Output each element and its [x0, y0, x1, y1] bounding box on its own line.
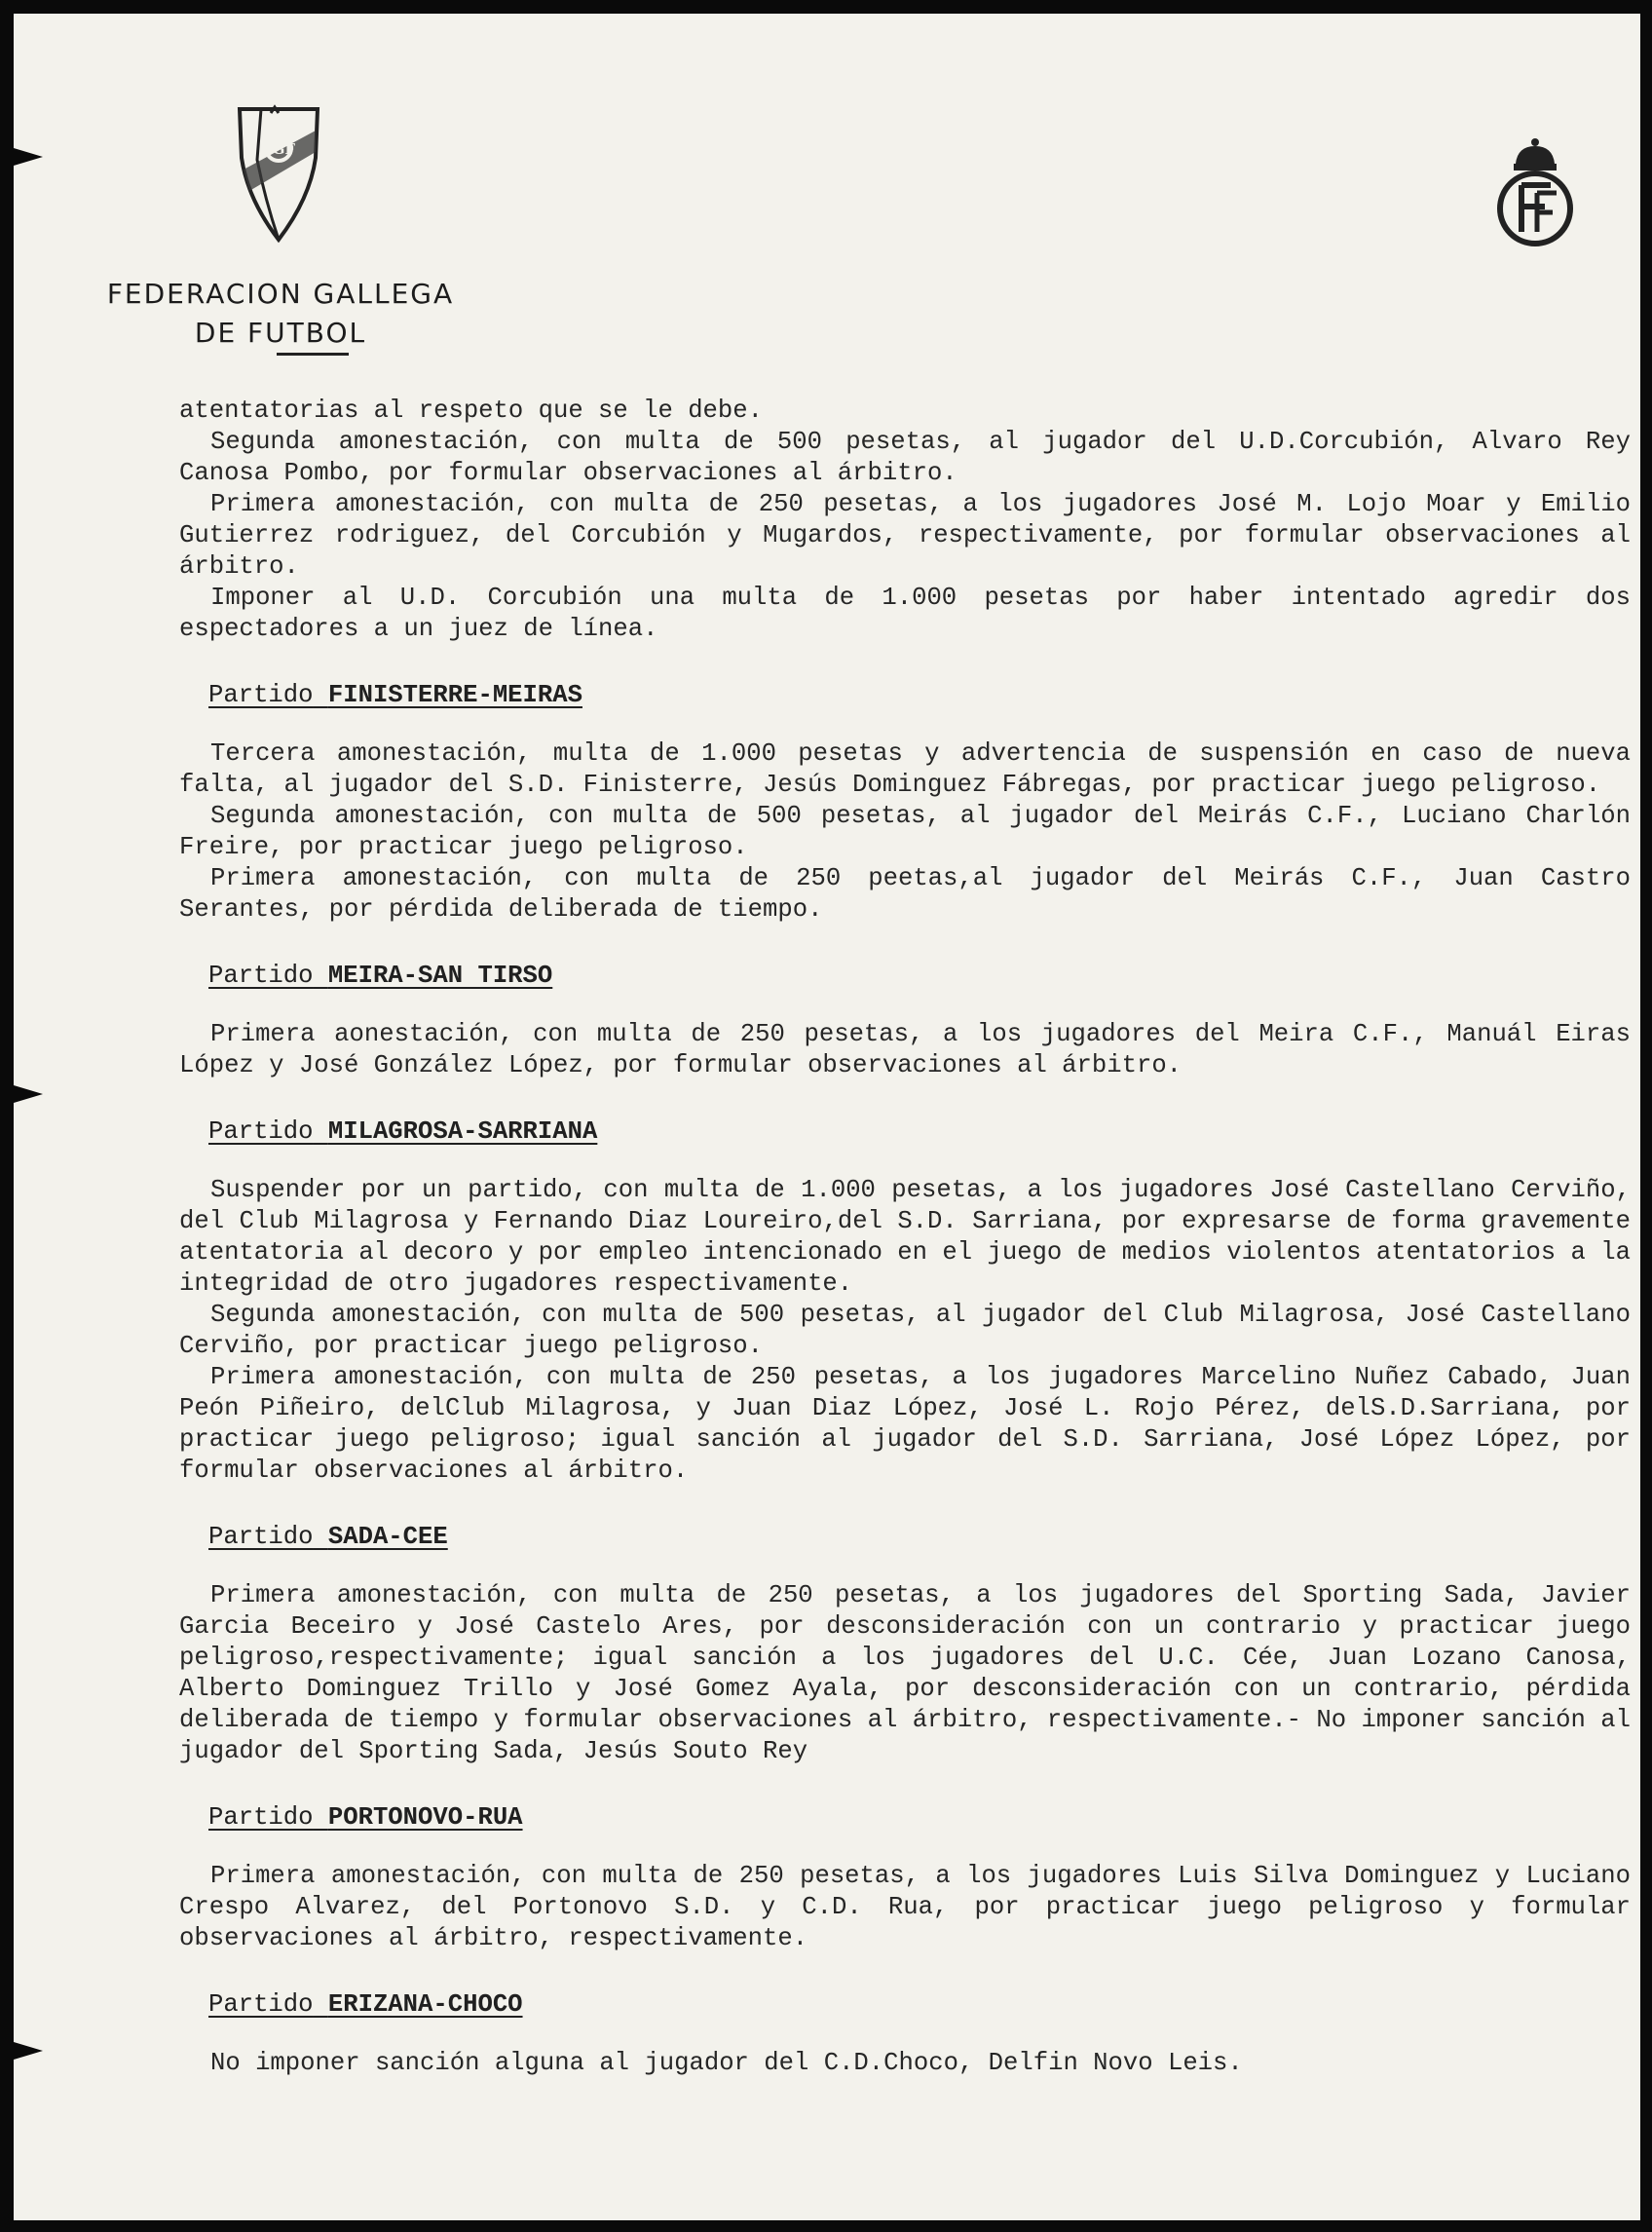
sanction-paragraph: Segunda amonestación, con multa de 500 pesetas, al jugador del Meirás C.F., Luciano Charlón Freire, por practicar juego peligroso.	[179, 802, 1631, 861]
punch-mark	[14, 148, 43, 166]
sanction-paragraph: Primera aonestación, con multa de 250 pesetas, a los jugadores del Meira C.F., Manuál Eiras López y José González López, por formular observaciones al árbitro.	[179, 1020, 1631, 1079]
match-heading-prefix: Partido	[208, 962, 314, 990]
document-page	[14, 14, 1640, 2220]
match-heading	[208, 680, 1631, 711]
resolution-text	[179, 396, 1631, 2079]
sanction-paragraph: Suspender por un partido, con multa de 1.000 pesetas, a los jugadores José Castellano Cerviño, del Club Milagrosa y Fernando Diaz Loureiro,del S.D. Sarriana, por expresarse de forma gravemente atentatoria al decoro y por empleo intencionado en el juego de medios violentos atentatorios a la integridad de otro jugadores respectivamente.	[179, 1176, 1631, 1298]
header-divider	[277, 353, 349, 356]
shield-crest-icon	[232, 101, 325, 247]
federation-line-2: DE FUTBOL	[194, 317, 367, 349]
sanction-paragraph: Primera amonestación, con multa de 250 peetas,al jugador del Meirás C.F., Juan Castro Serantes, por pérdida deliberada de tiempo.	[179, 864, 1631, 924]
match-name: MILAGROSA-SARRIANA	[327, 1117, 598, 1146]
match-heading-prefix: Partido	[208, 1990, 314, 2019]
match-heading-prefix: Partido	[208, 681, 314, 709]
match-name: FINISTERRE-MEIRAS	[327, 681, 582, 709]
intro-paragraph: Primera amonestación, con multa de 250 pesetas, a los jugadores José M. Lojo Moar y Emilio Gutierrez rodriguez, del Corcubión y Mugardos, respectivamente, por formular observaciones al árbitro.	[179, 490, 1631, 581]
sanction-paragraph: Primera amonestación, con multa de 250 pesetas, a los jugadores Marcelino Nuñez Cabado, Juan Peón Piñeiro, delClub Milagrosa, y Juan Diaz López, José L. Rojo Pérez, delS.D.Sarriana, por practicar juego peligroso; igual sanción al jugador del S.D. Sarriana, José López López, por formular observaciones al árbitro.	[179, 1363, 1631, 1485]
logo-letters: FGF	[261, 140, 296, 158]
intro-paragraph: atentatorias al respeto que se le debe.	[179, 397, 763, 425]
match-heading	[208, 961, 1631, 992]
match-heading-prefix: Partido	[208, 1117, 314, 1146]
match-heading-prefix: Partido	[208, 1523, 314, 1551]
intro-paragraph: Imponer al U.D. Corcubión una multa de 1.000 pesetas por haber intentado agredir dos espectadores a un juez de línea.	[179, 584, 1631, 643]
punch-mark	[14, 2042, 43, 2060]
intro-paragraph: Segunda amonestación, con multa de 500 pesetas, al jugador del U.D.Corcubión, Alvaro Rey Canosa Pombo, por formular observaciones al árbitro.	[179, 428, 1631, 487]
crowned-monogram-icon	[1494, 134, 1576, 251]
match-heading	[208, 1802, 1631, 1834]
federation-name	[86, 275, 475, 353]
match-heading	[208, 1989, 1631, 2021]
sanction-paragraph: Primera amonestación, con multa de 250 pesetas, a los jugadores Luis Silva Dominguez y Luciano Crespo Alvarez, del Portonovo S.D. y C.D. Rua, por practicar juego peligroso y formular observaciones al árbitro, respectivamente.	[179, 1862, 1631, 1952]
punch-mark	[14, 1085, 43, 1103]
match-name: SADA-CEE	[327, 1523, 448, 1551]
federation-line-1: FEDERACION GALLEGA	[106, 278, 455, 310]
sanction-paragraph: Primera amonestación, con multa de 250 pesetas, a los jugadores del Sporting Sada, Javier Garcia Beceiro y José Castelo Ares, por desconsideración con un contrario y practicar juego peligroso,respectivamente; igual sanción a los jugadores del U.C. Cée, Juan Lozano Canosa, Alberto Dominguez Trillo y José Gomez Ayala, por desconsideración con un contrario, pérdida deliberada de tiempo y formular observaciones al árbitro, respectivamente.- No imponer sanción al jugador del Sporting Sada, Jesús Souto Rey	[179, 1581, 1631, 1765]
match-name: MEIRA-SAN TIRSO	[327, 962, 553, 990]
match-heading-prefix: Partido	[208, 1803, 314, 1832]
sanction-paragraph: No imponer sanción alguna al jugador del C.D.Choco, Delfin Novo Leis.	[210, 2049, 1243, 2077]
sanction-paragraph: Segunda amonestación, con multa de 500 pesetas, al jugador del Club Milagrosa, José Castellano Cerviño, por practicar juego peligroso.	[179, 1301, 1631, 1360]
sanction-paragraph: Tercera amonestación, multa de 1.000 pesetas y advertencia de suspensión en caso de nueva falta, al jugador del S.D. Finisterre, Jesús Dominguez Fábregas, por practicar juego peligroso.	[179, 739, 1631, 799]
match-name: ERIZANA-CHOCO	[327, 1990, 523, 2019]
match-heading	[208, 1116, 1631, 1148]
match-name: PORTONOVO-RUA	[327, 1803, 523, 1832]
match-heading	[208, 1522, 1631, 1553]
